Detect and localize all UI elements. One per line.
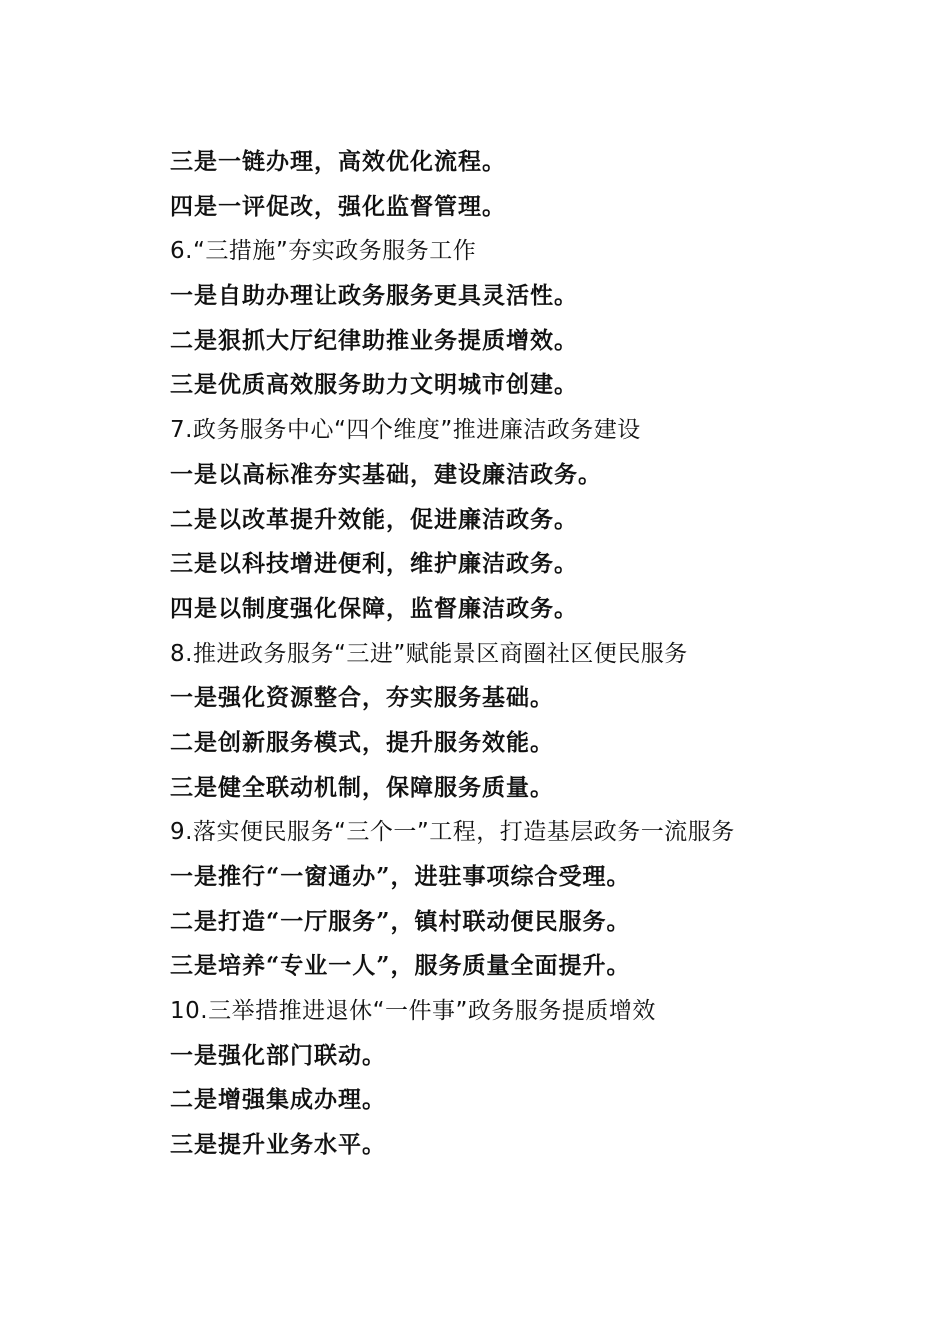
list-item: 一是推行“一窗通办”，进驻事项综合受理。 <box>170 863 631 890</box>
list-item: 二是狠抓大厅纪律助推业务提质增效。 <box>170 326 578 354</box>
section-heading: 6.“三措施”夯实政务服务工作 <box>170 238 477 265</box>
list-item: 二是增强集成办理。 <box>170 1086 386 1114</box>
list-item: 三是一链办理，高效优化流程。 <box>170 148 506 175</box>
list-item: 二是创新服务模式，提升服务效能。 <box>170 728 554 756</box>
list-item: 一是自助办理让政务服务更具灵活性。 <box>170 282 578 310</box>
list-item: 二是以改革提升效能，促进廉洁政务。 <box>170 505 578 533</box>
list-item: 一是强化部门联动。 <box>170 1041 386 1069</box>
list-item: 三是提升业务水平。 <box>170 1131 386 1159</box>
list-item: 三是健全联动机制，保障服务质量。 <box>170 773 554 801</box>
section-heading: 8.推进政务服务“三进”赋能景区商圈社区便民服务 <box>170 640 688 667</box>
list-item: 一是以高标准夯实基础，建设廉洁政务。 <box>170 460 602 488</box>
section-heading: 10.三举措推进退休“一件事”政务服务提质增效 <box>170 998 656 1025</box>
list-item: 四是一评促改，强化监督管理。 <box>170 192 506 220</box>
list-item: 二是打造“一厅服务”，镇村联动便民服务。 <box>170 907 631 935</box>
list-item: 三是以科技增进便利，维护廉洁政务。 <box>170 550 578 578</box>
document-body <box>170 140 850 1168</box>
list-item: 一是强化资源整合，夯实服务基础。 <box>170 684 554 712</box>
list-item: 四是以制度强化保障，监督廉洁政务。 <box>170 594 578 622</box>
section-heading: 7.政务服务中心“四个维度”推进廉洁政务建设 <box>170 417 641 444</box>
list-item: 三是优质高效服务助力文明城市创建。 <box>170 371 578 399</box>
list-item: 三是培养“专业一人”，服务质量全面提升。 <box>170 952 631 980</box>
section-heading: 9.落实便民服务“三个一”工程，打造基层政务一流服务 <box>170 819 735 846</box>
